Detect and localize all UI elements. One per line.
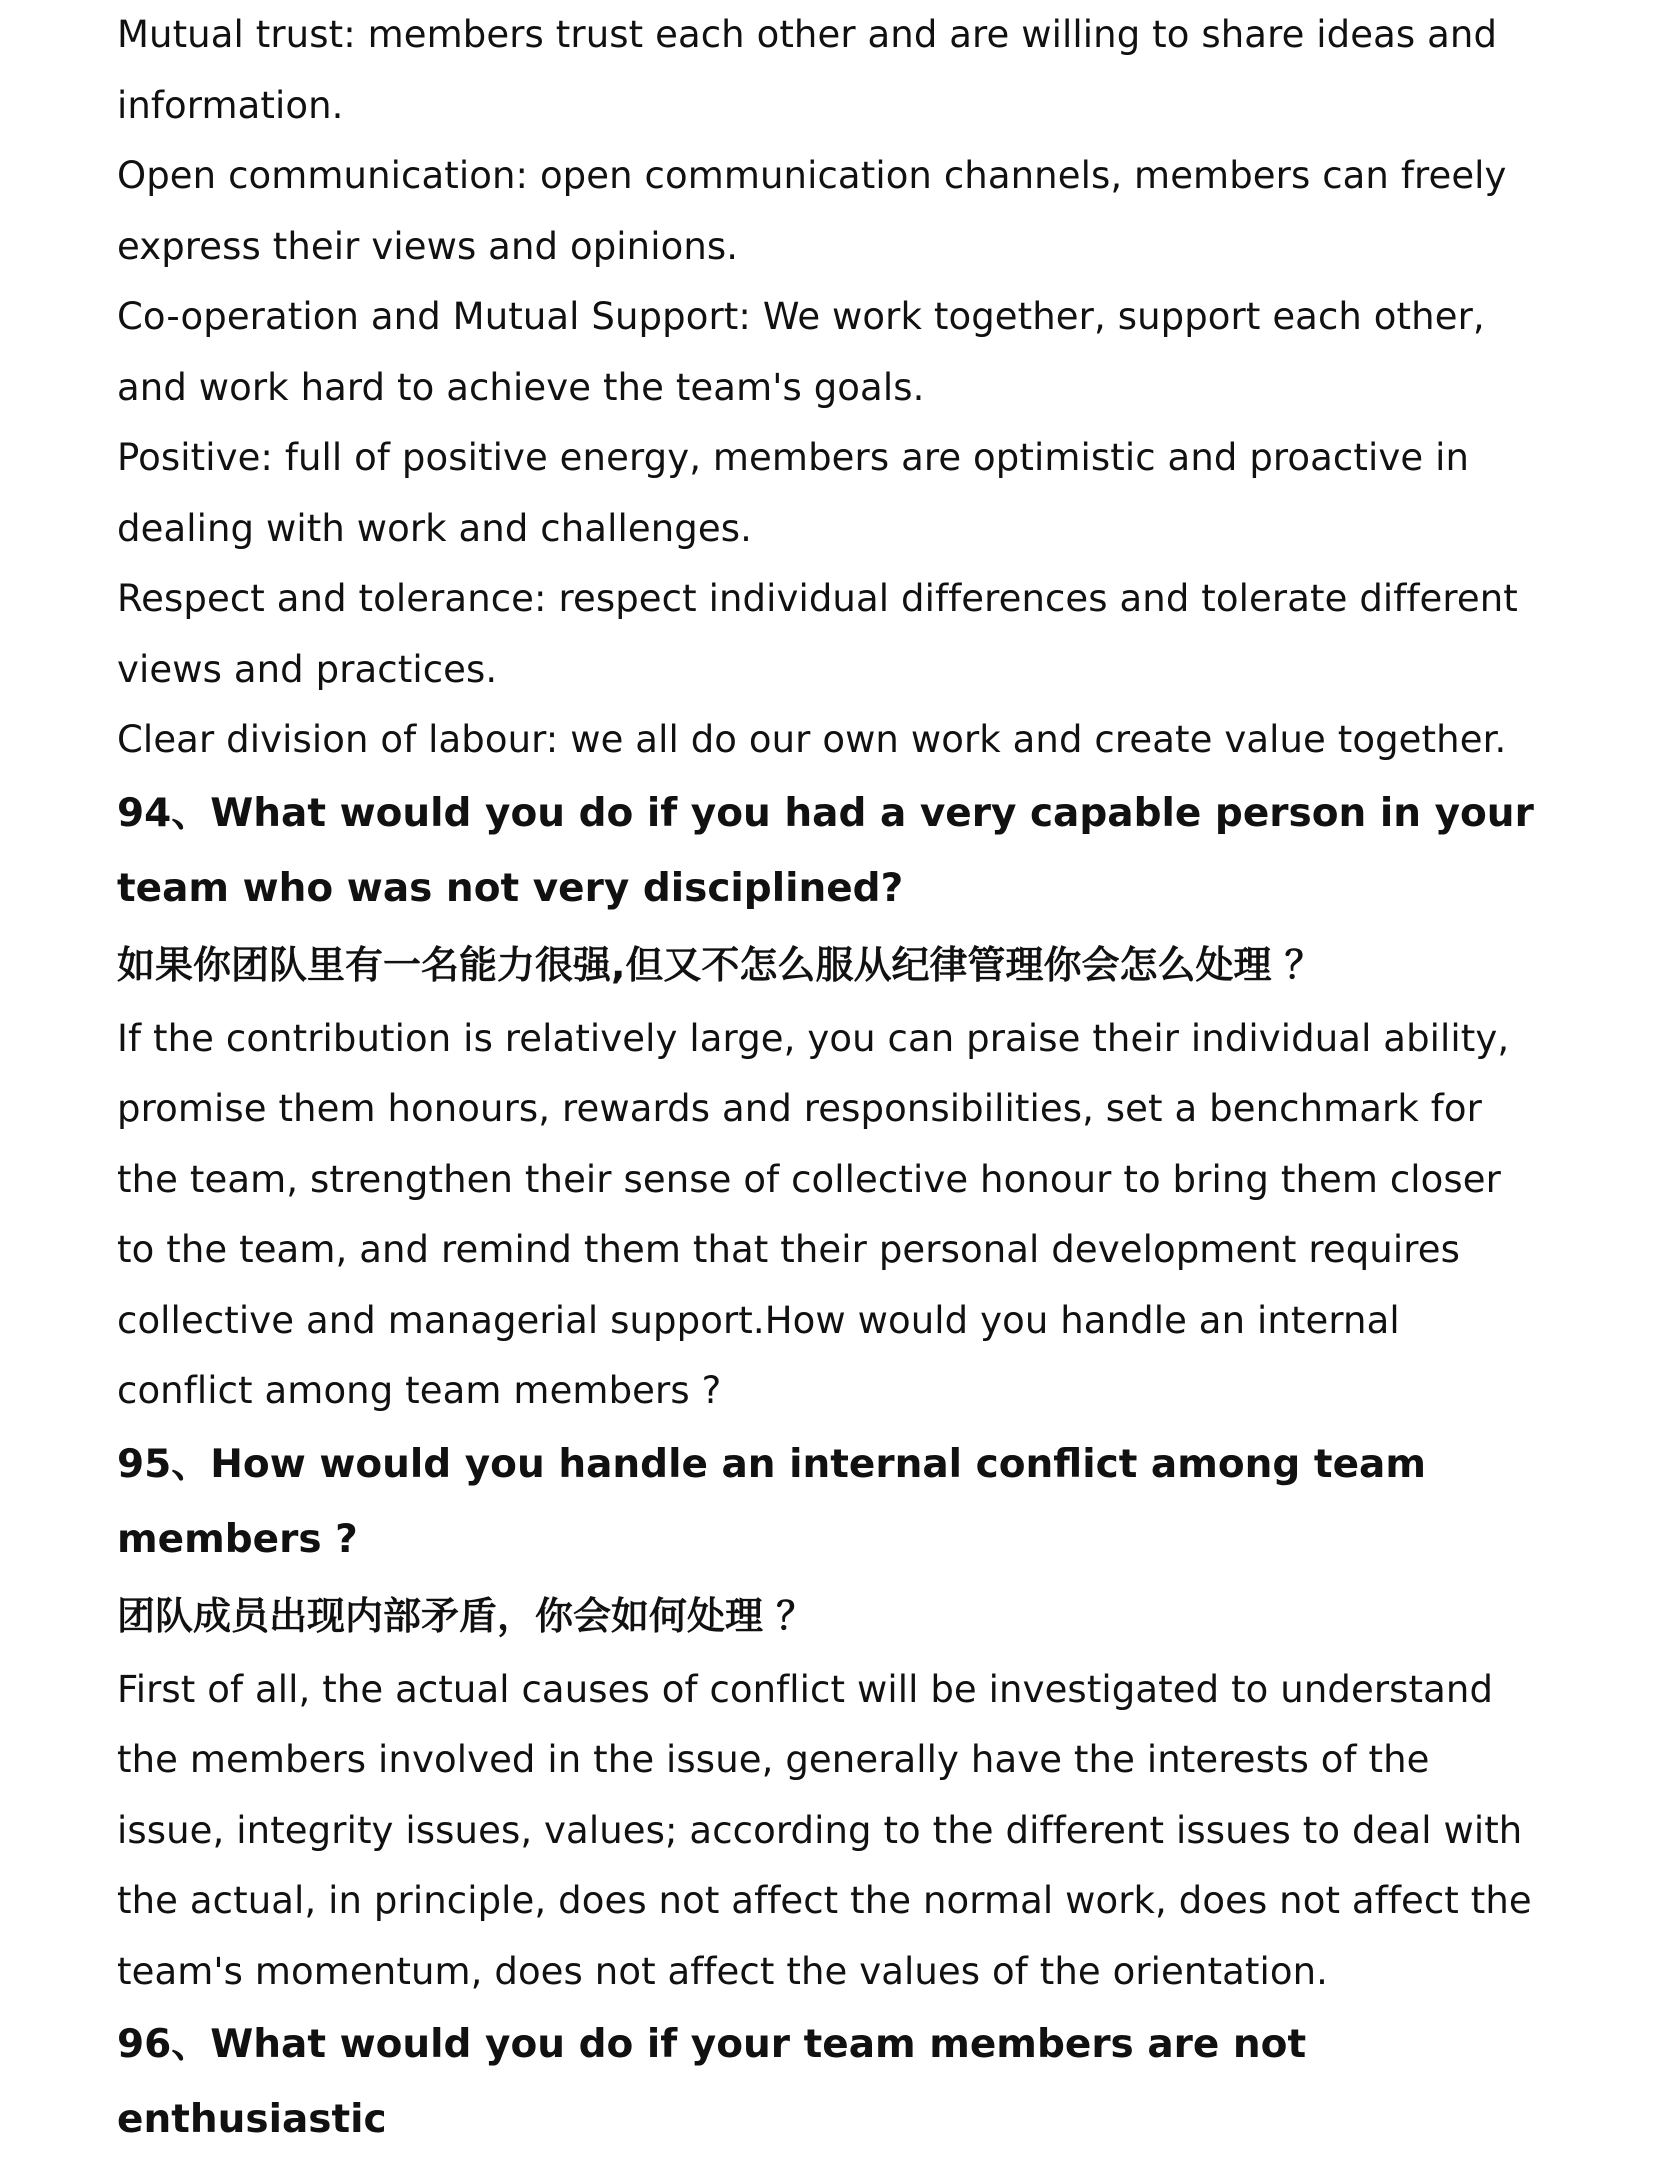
question-95-title-en: 95、How would you handle an internal conflict among team members ? — [117, 1441, 1426, 1562]
question-96 — [117, 2007, 1547, 2157]
trait-respect: Respect and tolerance: respect individual differences and tolerate different views and practices. — [117, 577, 1518, 691]
question-95 — [117, 1427, 1547, 2008]
trait-positive: Positive: full of positive energy, members are optimistic and proactive in dealing with work and challenges. — [117, 436, 1470, 550]
trait-open-communication: Open communication: open communication channels, members can freely express their views and opinions. — [117, 154, 1507, 268]
question-95-title-cn: 团队成员出现内部矛盾，你会如何处理 ？ — [117, 1593, 815, 1638]
trait-cooperation: Co-operation and Mutual Support: We work together, support each other, and work hard to achieve the team's goals. — [117, 295, 1485, 409]
team-traits-list — [117, 0, 1547, 776]
question-94-title-cn: 如果你团队里有一名能力很强,但又不怎么服从纪律管理你会怎么处理 ？ — [117, 942, 1323, 987]
question-94 — [117, 776, 1547, 1427]
trait-division-of-labour: Clear division of labour: we all do our own work and create value together. — [117, 718, 1507, 761]
document-page — [117, 0, 1547, 2157]
trait-mutual-trust: Mutual trust: members trust each other and are willing to share ideas and information. — [117, 13, 1498, 127]
question-95-answer: First of all, the actual causes of conflict will be investigated to understand the members involved in the issue, generally have the interests of the issue, integrity issues, values; according to the different issues to deal with the actual, in principle, does not affect the normal work, does not affect the team's momentum, does not affect the values of the orientation. — [117, 1667, 1532, 1993]
question-94-answer: If the contribution is relatively large, you can praise their individual ability, promise them honours, rewards and responsibilities, set a benchmark for the team, strengthen their sense of collective honour to bring them closer to the team, and remind them that their personal development requires collective and managerial support.How would you handle an internal conflict among team members ? — [117, 1016, 1510, 1412]
question-96-title-en: 96、What would you do if your team members are not enthusiastic — [117, 2022, 1307, 2142]
question-94-title-en: 94、What would you do if you had a very capable person in your team who was not very disciplined? — [117, 790, 1534, 911]
